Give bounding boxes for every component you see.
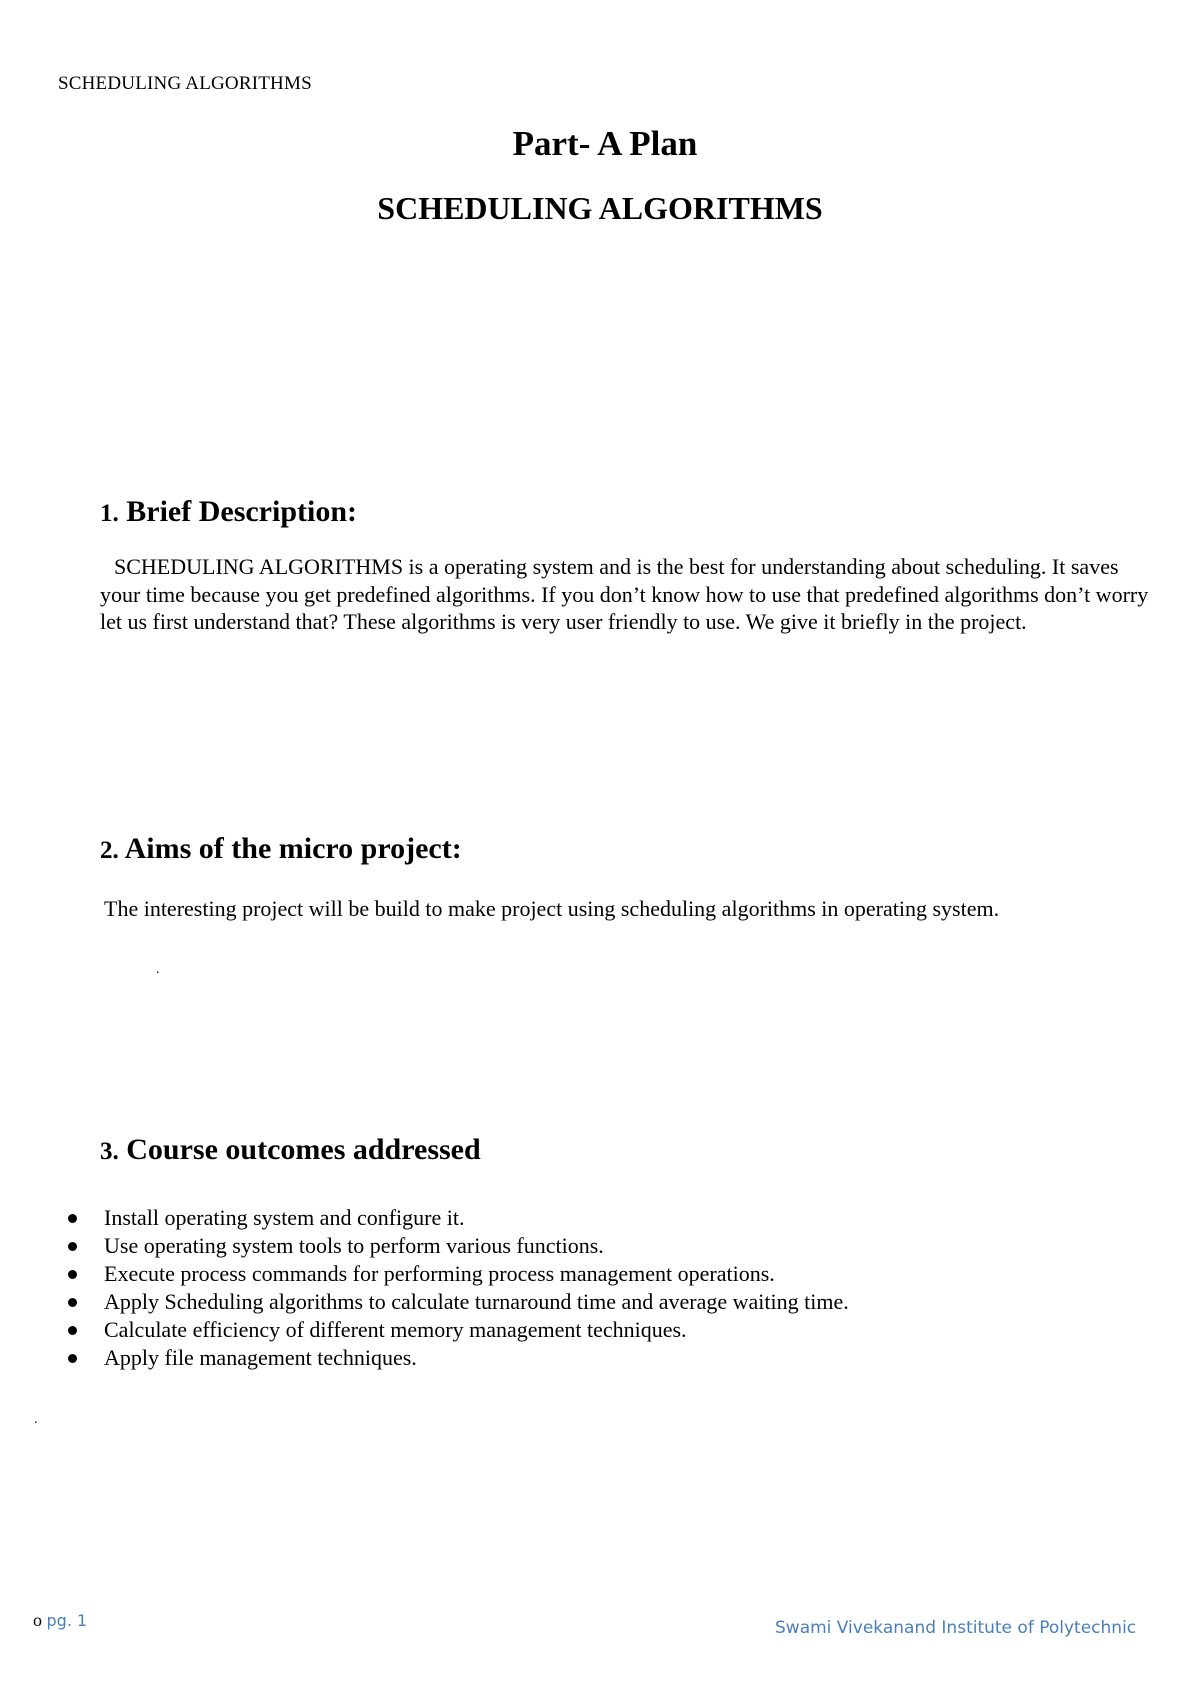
aims-paragraph: The interesting project will be build to make project using scheduling algorithms in operating system. <box>104 896 1000 921</box>
section-heading-brief-description <box>100 495 357 529</box>
section-title: Aims of the micro project: <box>124 832 462 865</box>
stray-dot: . <box>156 962 160 977</box>
list-item-text: Apply file management techniques. <box>104 1345 417 1370</box>
running-header: SCHEDULING ALGORITHMS <box>58 73 312 94</box>
list-item-text: Apply Scheduling algorithms to calculate turnaround time and average waiting time. <box>104 1289 849 1314</box>
page-number-prefix: o <box>33 1610 42 1630</box>
page-number: pg. 1 <box>46 1611 88 1630</box>
page-number-footer <box>33 1610 87 1631</box>
title-part: Part- A Plan <box>512 124 698 163</box>
list-item <box>68 1344 849 1372</box>
section-heading-course-outcomes <box>100 1133 481 1167</box>
list-item-text: Use operating system tools to perform various functions. <box>104 1233 604 1258</box>
section-title: Brief Description: <box>126 495 358 528</box>
brief-description-paragraph: SCHEDULING ALGORITHMS is a operating system and is the best for understanding about scheduling. It saves your time because you get predefined algorithms. If you don’t know how to use that predefined algorithms don’t worry let us first understand that? These algorithms is very user friendly to use. We give it briefly in the project. <box>100 554 1149 634</box>
list-item <box>68 1204 849 1232</box>
bullet-icon <box>68 1354 77 1363</box>
institute-footer: Swami Vivekanand Institute of Polytechnic <box>775 1618 1137 1638</box>
list-item-text: Execute process commands for performing process management operations. <box>104 1261 775 1286</box>
section-title: Course outcomes addressed <box>126 1133 481 1166</box>
section-number: 2. <box>100 837 119 864</box>
list-item <box>68 1260 849 1288</box>
list-item-text: Install operating system and configure it. <box>104 1205 465 1230</box>
document-title: SCHEDULING ALGORITHMS <box>377 190 823 226</box>
section-heading-aims <box>100 832 462 866</box>
bullet-icon <box>68 1242 77 1251</box>
bullet-icon <box>68 1326 77 1335</box>
bullet-icon <box>68 1214 77 1223</box>
stray-dot: . <box>34 1412 38 1427</box>
list-item-text: Calculate efficiency of different memory management techniques. <box>104 1317 687 1342</box>
bullet-icon <box>68 1270 77 1279</box>
section-number: 1. <box>100 500 119 527</box>
list-item <box>68 1288 849 1316</box>
course-outcomes-list <box>68 1204 849 1372</box>
bullet-icon <box>68 1298 77 1307</box>
section-number: 3. <box>100 1138 119 1165</box>
list-item <box>68 1316 849 1344</box>
list-item <box>68 1232 849 1260</box>
